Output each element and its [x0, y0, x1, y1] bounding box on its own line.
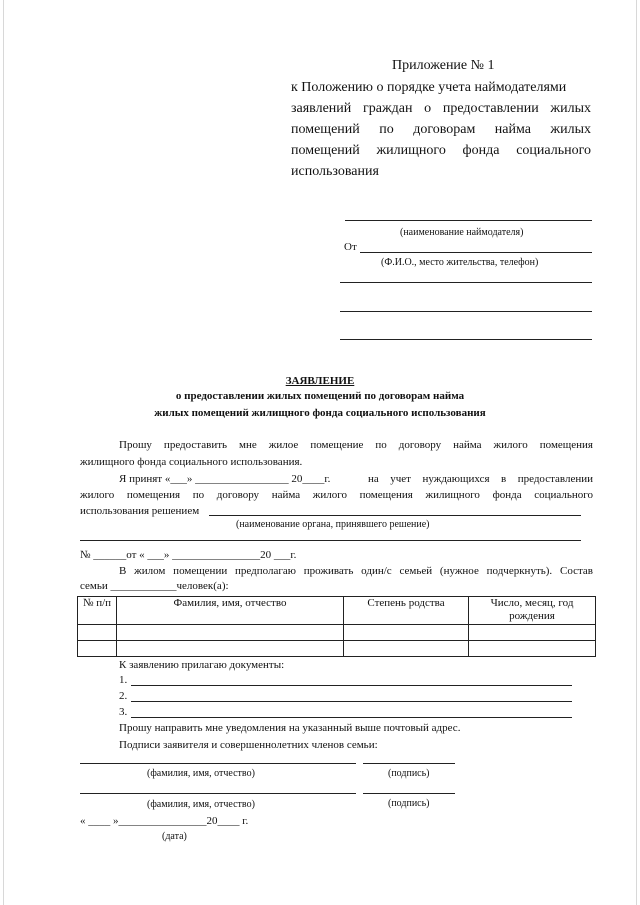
request-line-2: жилищного фонда социального использования. — [80, 456, 303, 468]
family-line-1: В жилом помещении предполагаю проживать один/с семьей (нужное подчеркнуть). Состав — [119, 565, 593, 577]
landlord-caption: (наименование наймодателя) — [400, 227, 524, 238]
signer-2-sign-caption: (подпись) — [388, 798, 430, 809]
date-line[interactable]: « ____ »________________20____ г. — [80, 815, 249, 827]
signer-2-name-caption: (фамилия, имя, отчество) — [147, 799, 255, 810]
document-title: ЗАЯВЛЕНИЕ — [285, 375, 355, 387]
applicant-line-2[interactable] — [340, 282, 592, 283]
registration-line-2: жилого помещения по договору найма жилого помещения жилищного фонда социального — [80, 489, 593, 501]
regulation-line-4: помещений жилищного фонда социального — [291, 143, 591, 158]
title-subline-2: жилых помещений жилищного фонда социального использования — [154, 407, 486, 419]
attachment-3-label: 3. — [119, 706, 128, 718]
col-full-name: Фамилия, имя, отчество — [117, 597, 344, 625]
signer-1-name-caption: (фамилия, имя, отчество) — [147, 768, 255, 779]
regulation-line-3: помещений по договорам найма жилых — [291, 122, 591, 137]
title-subline-1: о предоставлении жилых помещений по договорам найма — [175, 390, 465, 402]
col-number: № п/п — [78, 597, 117, 625]
col-birth-date: Число, месяц, год рождения — [469, 597, 596, 625]
decision-body-line[interactable] — [209, 515, 581, 516]
scan-edge-right — [636, 0, 637, 905]
signer-2-sign-line[interactable] — [363, 793, 455, 794]
registration-line-1a: Я принят «___» _________________ 20____г. — [119, 473, 331, 485]
date-caption: (дата) — [162, 831, 187, 842]
regulation-line-1: к Положению о порядке учета наймодателями — [291, 80, 567, 95]
signer-1-sign-line[interactable] — [363, 763, 455, 764]
appendix-number: Приложение № 1 — [392, 58, 495, 73]
decision-body-caption: (наименование органа, принявшего решение) — [236, 519, 430, 530]
col-relationship: Степень родства — [344, 597, 469, 625]
registration-line-3: использования решением — [80, 505, 200, 517]
signatures-intro: Подписи заявителя и совершеннолетних членов семьи: — [119, 739, 378, 751]
decision-body-line-2[interactable] — [80, 540, 581, 541]
table-header-row — [78, 597, 596, 625]
landlord-line[interactable] — [345, 220, 592, 221]
attachment-1-label: 1. — [119, 674, 128, 686]
applicant-line-3[interactable] — [340, 311, 592, 312]
family-line-2: семьи ____________человек(а): — [80, 580, 229, 592]
signer-1-sign-caption: (подпись) — [388, 768, 430, 779]
table-row[interactable] — [78, 641, 596, 657]
attachment-3-line[interactable] — [131, 717, 572, 718]
signer-1-name-line[interactable] — [80, 763, 356, 764]
applicant-line-1[interactable] — [360, 252, 592, 253]
applicant-caption: (Ф.И.О., место жительства, телефон) — [381, 257, 539, 268]
applicant-line-4[interactable] — [340, 339, 592, 340]
decision-number-date: № ______от « ___» ________________20 ___г. — [80, 549, 297, 561]
registration-line-1b: на учет нуждающихся в предоставлении — [368, 473, 593, 485]
family-table — [77, 596, 596, 657]
attachments-intro: К заявлению прилагаю документы: — [119, 659, 285, 671]
attachment-1-line[interactable] — [131, 685, 572, 686]
attachment-2-label: 2. — [119, 690, 128, 702]
signer-2-name-line[interactable] — [80, 793, 356, 794]
request-line-1: Прошу предоставить мне жилое помещение по договору найма жилого помещения — [119, 439, 593, 451]
table-row[interactable] — [78, 625, 596, 641]
regulation-line-2: заявлений граждан о предоставлении жилых — [291, 101, 591, 116]
attachment-2-line[interactable] — [131, 701, 572, 702]
from-label: От — [344, 241, 357, 253]
notification-request: Прошу направить мне уведомления на указанный выше почтовый адрес. — [119, 722, 461, 734]
regulation-line-5: использования — [291, 164, 379, 179]
scan-edge-left — [3, 0, 4, 905]
